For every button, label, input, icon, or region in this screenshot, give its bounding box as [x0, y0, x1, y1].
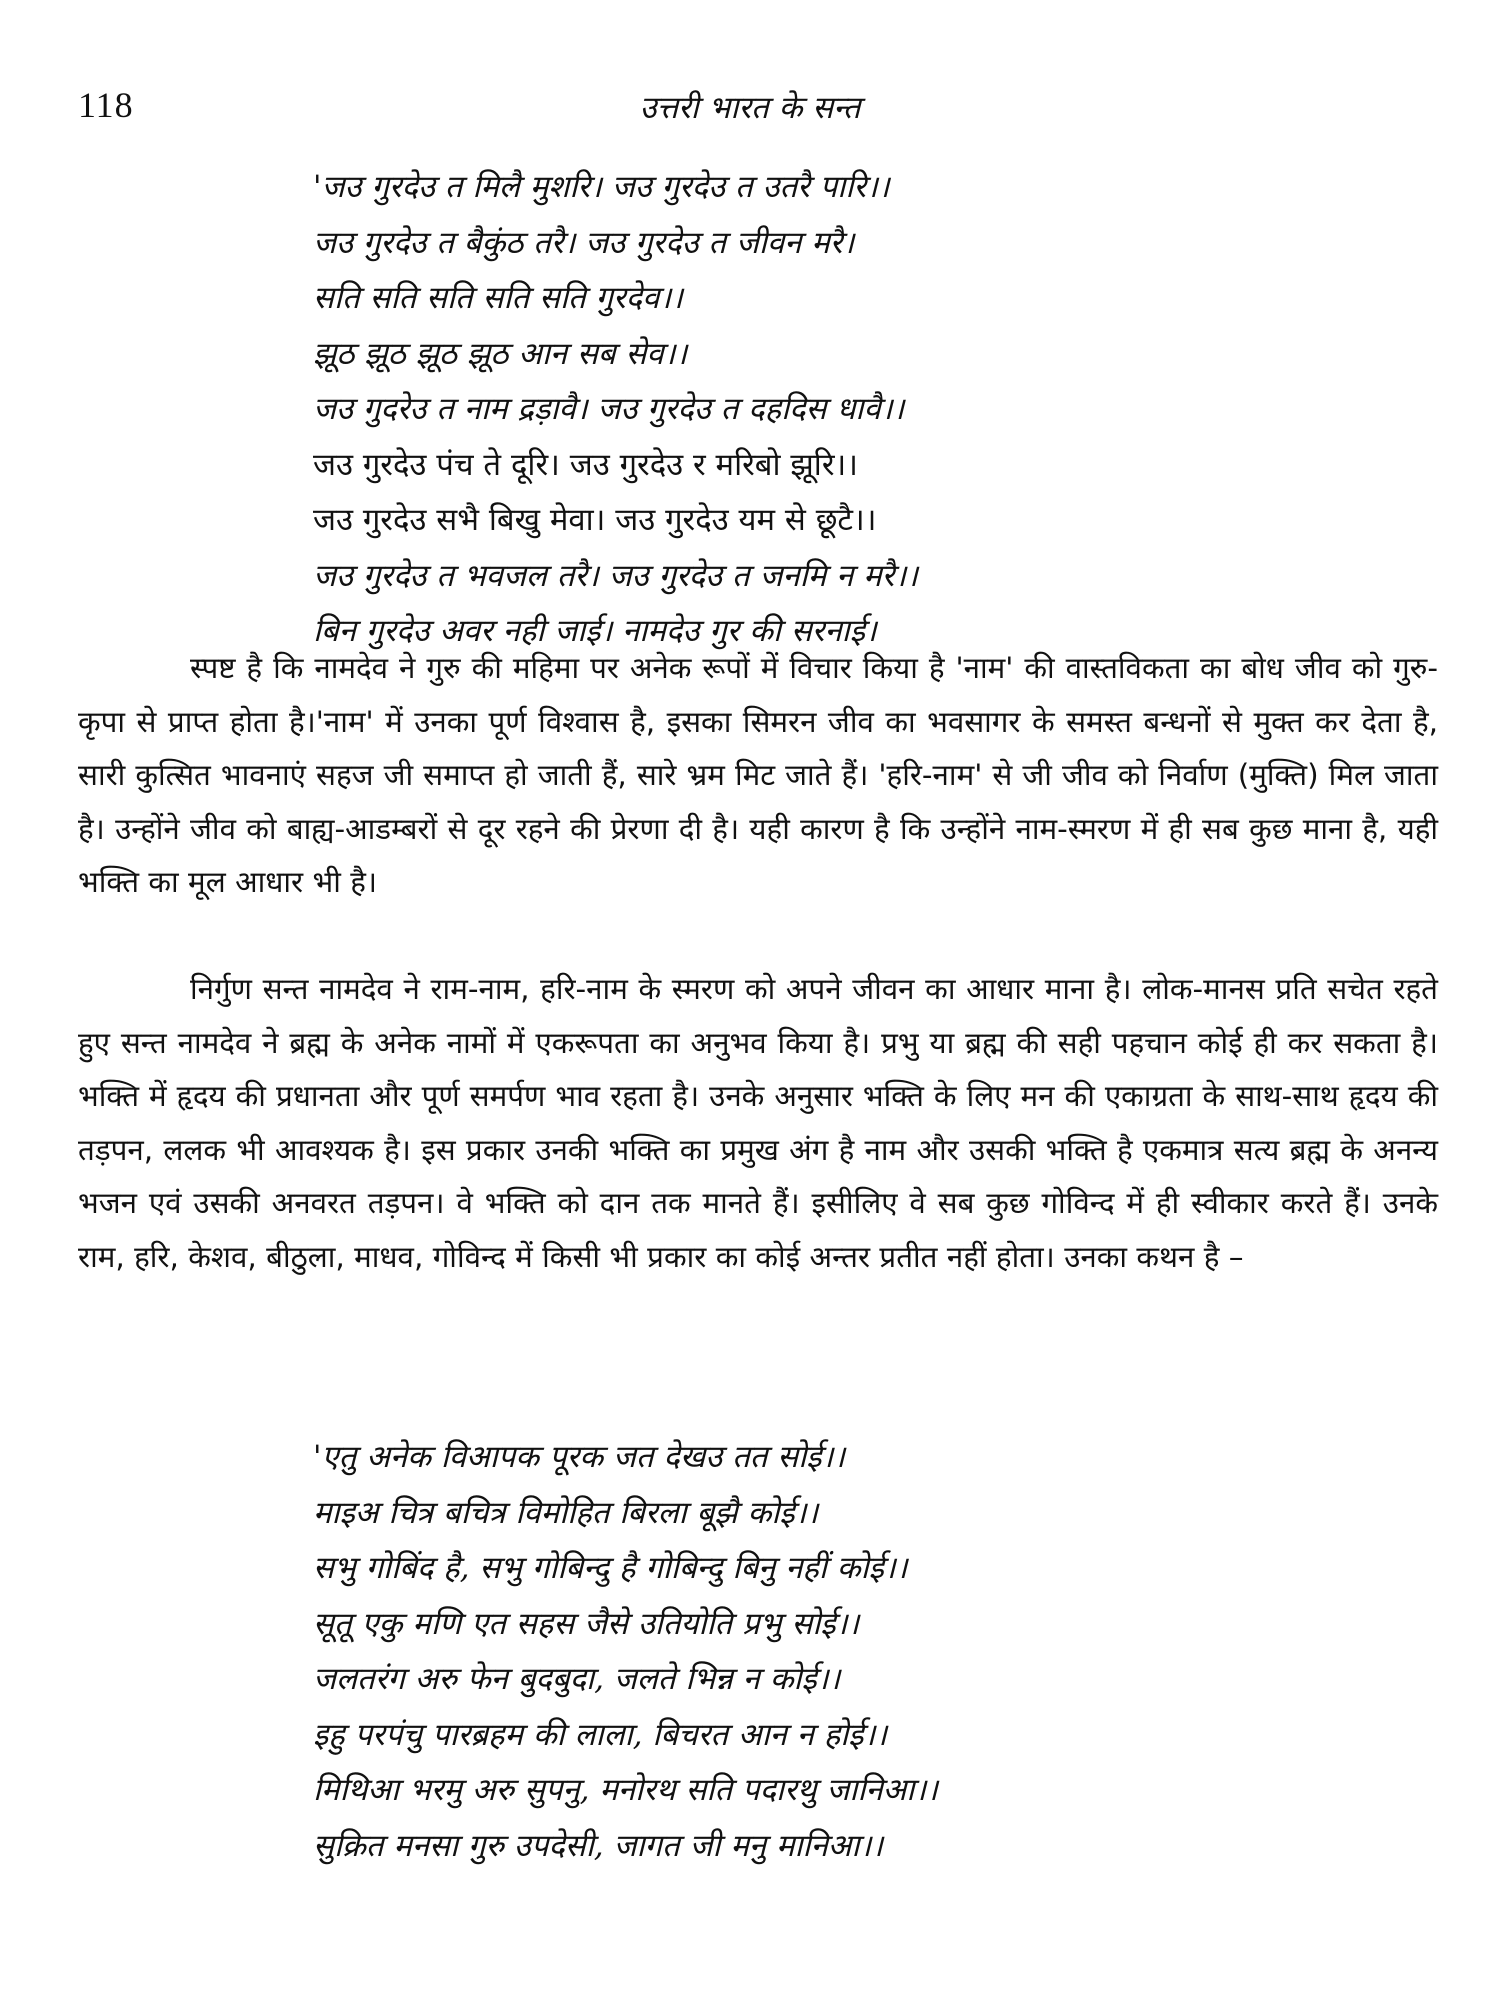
- verse-line: 'एतु अनेक विआपक पूरक जत देखउ तत सोई।।: [313, 1439, 845, 1475]
- verse-line: जउ गुरदेउ सभै बिखु मेवा। जउ गुरदेउ यम से छूटै।।: [313, 502, 877, 538]
- verse-line: झूठ झूठ झूठ झूठ आन सब सेव।।: [313, 335, 688, 372]
- verse-line: इहु परपंचु पारब्रहम की लाला, बिचरत आन न होई।।: [313, 1716, 887, 1753]
- running-title: उत्तरी भारत के सन्त: [639, 90, 861, 126]
- verse-line: सति सति सति सति सति गुरदेव।।: [313, 280, 683, 316]
- verse-block-gobind: [313, 1430, 938, 1874]
- verse-line: 'जउ गुरदेउ त मिलै मुशरि। जउ गुरदेउ त उतरै पारि।।: [313, 169, 890, 205]
- body-paragraph-naam: स्पष्ट है कि नामदेव ने गुरु की महिमा पर अनेक रूपों में विचार किया है 'नाम' की वास्तविकता का बोध जीव को गुरु-कृपा से प्राप्त होता है।'नाम' में उनका पूर्ण विश्वास है, इसका सिमरन जीव का भवसागर के समस्त बन्धनों से मुक्त कर देता है, सारी कुत्सित भावनाएं सहज जी समाप्त हो जाती हैं, सारे भ्रम मिट जाते हैं। 'हरि-नाम' से जी जीव को निर्वाण (मुक्ति) मिल जाता है। उन्होंने जीव को बाह्य-आडम्बरों से दूर रहने की प्रेरणा दी है। यही कारण है कि उन्होंने नाम-स्मरण में ही सब कुछ माना है, यही भक्ति का मूल आधार भी है।: [78, 651, 1439, 899]
- verse-line: सुक्रित मनसा गुरु उपदेसी, जागत जी मनु मानिआ।।: [313, 1827, 883, 1864]
- verse-line: जउ गुरदेउ त भवजल तरै। जउ गुरदेउ त जनमि न मरै।।: [313, 557, 918, 594]
- page-number: 118: [78, 85, 134, 125]
- verse-line: जउ गुरदेउ त बैकुंठ तरै। जउ गुरदेउ त जीवन मरै।: [313, 224, 855, 261]
- verse-line: सभु गोबिंद है, सभु गोबिन्दु है गोबिन्दु बिनु नहीं कोई।।: [313, 1550, 908, 1586]
- verse-block-guru: [313, 160, 918, 660]
- verse-line: जलतरंग अरु फेन बुदबुदा, जलते भिन्न न कोई।।: [313, 1661, 841, 1697]
- verse-line: मिथिआ भरमु अरु सुपनु, मनोरथ सति पदारथु जानिआ।।: [313, 1772, 938, 1808]
- verse-line: बिन गुरदेउ अवर नही जाई। नामदेउ गुर की सरनाई।: [313, 613, 877, 649]
- verse-line: माइअ चित्र बचित्र विमोहित बिरला बूझै कोई।।: [313, 1494, 819, 1531]
- verse-line: जउ गुदरेउ त नाम द्रड़ावै। जउ गुरदेउ त दहदिस धावै।।: [313, 391, 905, 427]
- body-paragraph-nirgun: निर्गुण सन्त नामदेव ने राम-नाम, हरि-नाम के स्मरण को अपने जीवन का आधार माना है। लोक-मानस प्रति सचेत रहते हुए सन्त नामदेव ने ब्रह्म के अनेक नामों में एकरूपता का अनुभव किया है। प्रभु या ब्रह्म की सही पहचान कोई ही कर सकता है। भक्ति में हृदय की प्रधानता और पूर्ण समर्पण भाव रहता है। उनके अनुसार भक्ति के लिए मन की एकाग्रता के साथ-साथ हृदय की तड़पन, ललक भी आवश्यक है। इस प्रकार उनकी भक्ति का प्रमुख अंग है नाम और उसकी भक्ति है एकमात्र सत्य ब्रह्म के अनन्य भजन एवं उसकी अनवरत तड़पन। वे भक्ति को दान तक मानते हैं। इसीलिए वे सब कुछ गोविन्द में ही स्वीकार करते हैं। उनके राम, हरि, केशव, बीठुला, माधव, गोविन्द में किसी भी प्रकार का कोई अन्तर प्रतीत नहीं होता। उनका कथन है –: [78, 972, 1438, 1274]
- verse-line: सूतू एकु मणि एत सहस जैसे उतियोति प्रभु सोई।।: [313, 1605, 860, 1642]
- verse-line: जउ गुरदेउ पंच ते दूरि। जउ गुरदेउ र मरिबो झूरि।।: [313, 446, 859, 483]
